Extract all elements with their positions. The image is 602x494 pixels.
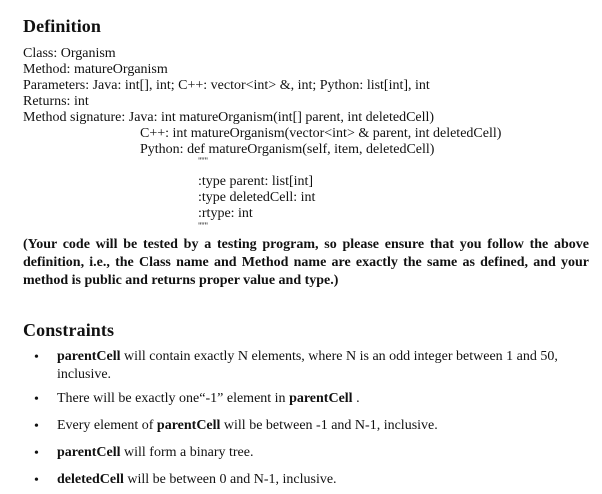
constraint-var: parentCell [156,418,221,433]
returns-line: Returns: int [23,94,89,109]
constraint-var: parentCell [57,349,121,364]
constraints-heading: Constraints [23,320,115,340]
constraint-var: deletedCell [57,472,124,487]
signature-java-line: Method signature: Java: int matureOrganism(int[] parent, int deletedCell) [23,110,435,125]
method-line: Method: matureOrganism [23,62,168,77]
bullet-marker: • [34,446,39,461]
bullet-marker: • [34,392,39,407]
parameters-line: Parameters: Java: int[], int; C++: vector<int> &, int; Python: list[int], int [23,78,430,93]
docstring-type-deleted: :type deletedCell: int [198,190,316,205]
constraint-text: will be between -1 and N-1, inclusive. [220,418,438,433]
constraint-text: . [352,391,360,406]
signature-python-line: Python: def matureOrganism(self, item, deletedCell) [140,142,435,157]
docstring-open: """ [198,156,208,166]
signature-cpp-line: C++: int matureOrganism(vector<int> & parent, int deletedCell) [140,126,502,141]
constraint-text: Every element of [57,418,157,433]
constraint-item-5 [57,471,592,489]
bullet-marker: • [34,473,39,488]
constraint-item-1 [57,348,592,384]
constraint-var: parentCell [57,445,121,460]
constraint-text: will be between 0 and N-1, inclusive. [123,472,337,487]
constraint-item-2 [57,390,592,408]
bullet-marker: • [34,350,39,365]
constraint-item-3 [57,417,592,435]
docstring-rtype: :rtype: int [198,206,253,221]
constraint-item-4 [57,444,592,462]
constraint-text: will form a binary tree. [120,445,254,460]
constraint-text: There will be exactly one“-1” element in [57,391,290,406]
constraint-var: parentCell [289,391,353,406]
testing-note: (Your code will be tested by a testing program, so please ensure that you follow the above definition, i.e., the Class name and Method name are exactly the same as defined, and your method is public and returns proper value and type.) [23,237,589,288]
definition-heading: Definition [23,16,102,36]
docstring-close: """ [198,221,208,231]
bullet-marker: • [34,419,39,434]
docstring-type-parent: :type parent: list[int] [198,174,314,189]
constraint-text: will contain exactly N elements, where N is an odd integer between 1 and 50, inclusive. [57,349,558,382]
class-line: Class: Organism [23,46,116,61]
